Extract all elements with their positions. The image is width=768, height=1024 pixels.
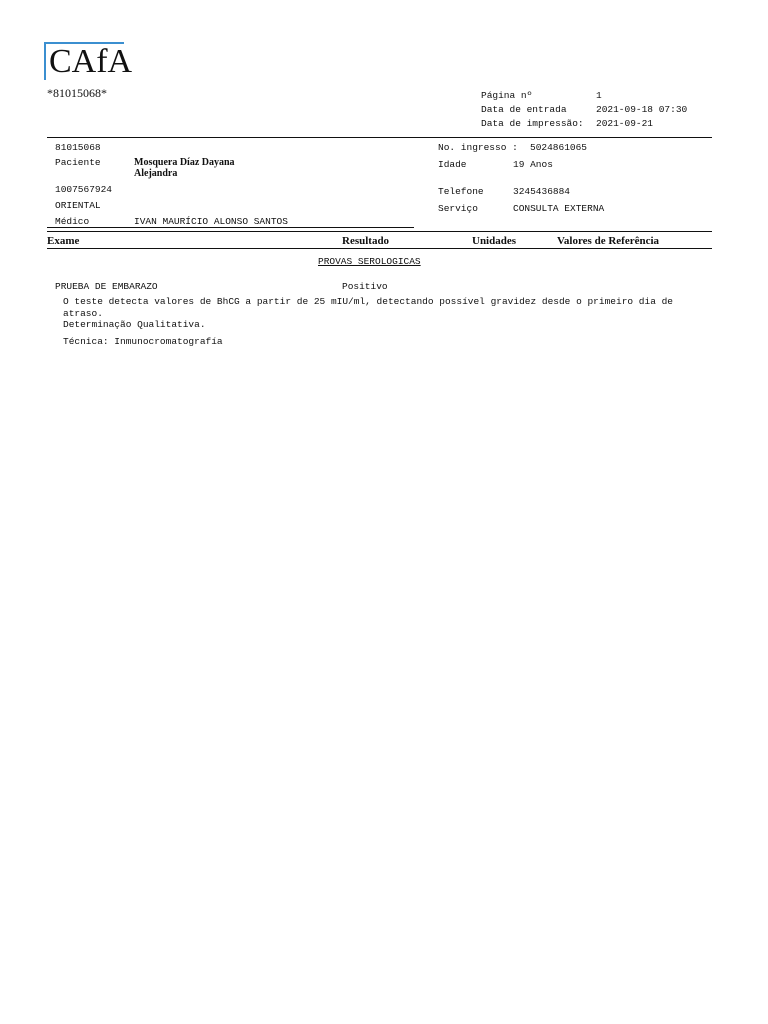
barcode-id: *81015068* — [47, 86, 107, 100]
doctor-underline — [47, 227, 414, 228]
entry-date-label: Data de entrada — [481, 104, 567, 115]
phone-value: 3245436884 — [513, 186, 571, 197]
patient-name-line1: Mosquera Díaz Dayana — [134, 157, 235, 168]
admission-label: No. ingresso : — [438, 142, 518, 153]
note-line-3: Determinação Qualitativa. — [63, 319, 206, 330]
patient-name-line2: Alejandra — [134, 168, 178, 179]
patient-name-label: Paciente — [55, 157, 101, 168]
age-value: 19 Anos — [513, 159, 553, 170]
print-date-label: Data de impressão: — [481, 118, 584, 129]
note-line-4: Técnica: Inmunocromatografía — [63, 336, 223, 347]
note-line-1: O teste detecta valores de BhCG a partir de 25 mIU/ml, detectando possível gravidez desde o primeiro dia de — [63, 296, 673, 307]
service-label: Serviço — [438, 203, 478, 214]
col-reference: Valores de Referência — [557, 235, 660, 247]
logo-text: CAfA — [49, 43, 133, 80]
table-header-rule — [47, 248, 712, 249]
doctor-value: IVAN MAURÍCIO ALONSO SANTOS — [134, 216, 288, 227]
doctor-label: Médico — [55, 216, 90, 227]
col-exam: Exame — [47, 235, 80, 247]
clinic-logo — [44, 42, 133, 80]
patient-document: 1007567924 — [55, 184, 113, 195]
phone-label: Telefone — [438, 186, 484, 197]
header-divider — [47, 137, 712, 138]
note-line-2: atraso. — [63, 308, 103, 319]
section-title: PROVAS SEROLOGICAS — [318, 256, 421, 267]
col-result: Resultado — [342, 235, 390, 247]
page-label: Página nº — [481, 90, 533, 101]
age-label: Idade — [438, 159, 467, 170]
page-value: 1 — [596, 90, 602, 101]
table-top-rule — [47, 231, 712, 232]
exam-result: Positivo — [342, 281, 388, 292]
service-value: CONSULTA EXTERNA — [513, 203, 605, 214]
exam-name: PRUEBA DE EMBARAZO — [55, 281, 158, 292]
admission-value: 5024861065 — [530, 142, 588, 153]
patient-origin: ORIENTAL — [55, 200, 101, 211]
print-date-value: 2021-09-21 — [596, 118, 654, 129]
col-units: Unidades — [472, 235, 517, 247]
entry-date-value: 2021-09-18 07:30 — [596, 104, 688, 115]
patient-id: 81015068 — [55, 142, 101, 153]
